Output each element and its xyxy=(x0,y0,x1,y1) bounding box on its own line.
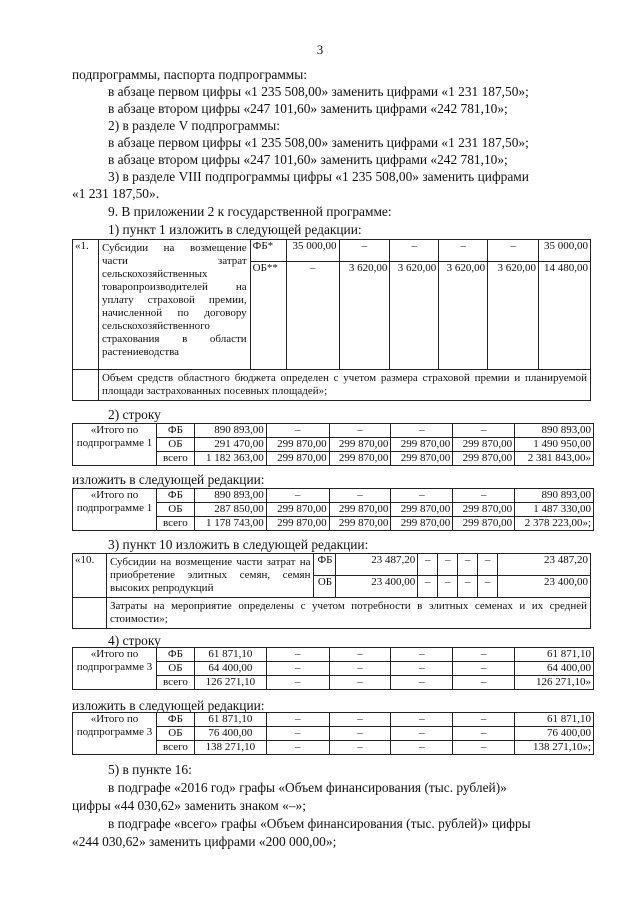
value-cell: 299 870,00 xyxy=(266,503,329,517)
value-cell: – xyxy=(488,240,539,262)
instruction-line: 3) пункт 10 изложить в следующей редакции: xyxy=(108,537,369,552)
value-cell: – xyxy=(266,676,329,690)
funding-source: всего xyxy=(156,452,194,466)
item-number: «10. xyxy=(73,554,107,598)
value-cell: 23 487,20 xyxy=(498,554,591,576)
value-cell: – xyxy=(418,576,438,598)
value-cell: – xyxy=(329,424,391,438)
value-cell: 299 870,00 xyxy=(329,438,391,452)
value-cell: – xyxy=(438,554,458,576)
table-note: Затраты на мероприятие определены с учетом потребности в элитных семенах и их средней стоимости»; xyxy=(106,598,590,629)
value-cell: – xyxy=(329,713,391,727)
funding-source: ОБ** xyxy=(250,262,286,370)
funding-source: всего xyxy=(156,741,194,755)
value-cell: 23 400,00 xyxy=(336,576,418,598)
value-cell: 299 870,00 xyxy=(329,517,391,531)
table-note: Объем средств областного бюджета определен с учетом размера страховой премии и планируемой площади застрахованных посевных площадей»; xyxy=(98,370,590,401)
value-cell: – xyxy=(418,554,438,576)
value-cell: – xyxy=(391,676,453,690)
funding-source: ОБ xyxy=(156,662,194,676)
row-label: «Итого по подпрограмме 3 xyxy=(73,648,157,690)
value-cell: – xyxy=(391,727,453,741)
value-cell: – xyxy=(390,240,439,262)
value-cell: 287 850,00 xyxy=(194,503,266,517)
value-cell: 3 620,00 xyxy=(339,262,390,370)
value-cell: – xyxy=(329,741,391,755)
value-cell: – xyxy=(329,676,391,690)
value-cell: – xyxy=(453,662,515,676)
table-item-1 xyxy=(72,239,591,401)
table-row xyxy=(73,370,591,401)
value-cell: 138 271,10 xyxy=(194,741,266,755)
table-total-sub3-old xyxy=(72,647,594,690)
value-cell: 299 870,00 xyxy=(453,517,515,531)
funding-source: ОБ xyxy=(156,503,194,517)
value-cell: 299 870,00 xyxy=(391,452,453,466)
value-cell: – xyxy=(458,576,478,598)
funding-source: ОБ xyxy=(314,576,336,598)
value-cell: 61 871,10 xyxy=(194,648,266,662)
intro-line-7: 3) в разделе VIII подпрограммы цифры «1 235 508,00» заменить цифрами xyxy=(108,169,529,184)
value-cell: 890 893,00 xyxy=(515,489,594,503)
value-cell: – xyxy=(329,727,391,741)
value-cell: 291 470,00 xyxy=(194,438,266,452)
value-cell: 76 400,00 xyxy=(194,727,266,741)
value-cell: 299 870,00 xyxy=(453,503,515,517)
value-cell: 890 893,00 xyxy=(194,489,266,503)
value-cell: – xyxy=(453,424,515,438)
outro-line-5: «244 030,62» заменить цифрами «200 000,00»; xyxy=(72,834,337,849)
value-cell: – xyxy=(266,662,329,676)
value-cell: 14 480,00 xyxy=(539,262,591,370)
value-cell: – xyxy=(453,676,515,690)
funding-source: всего xyxy=(156,517,194,531)
value-cell: 2 381 843,00» xyxy=(515,452,594,466)
row-label: «Итого по подпрограмме 1 xyxy=(73,489,157,531)
item-number: «1. xyxy=(73,240,99,370)
intro-line-10: 1) пункт 1 изложить в следующей редакции: xyxy=(108,222,362,237)
value-cell: 76 400,00 xyxy=(515,727,594,741)
value-cell: – xyxy=(286,262,339,370)
value-cell: – xyxy=(339,240,390,262)
value-cell: – xyxy=(391,424,453,438)
value-cell: – xyxy=(438,576,458,598)
outro-line-3: цифры «44 030,62» заменить знаком «–»; xyxy=(72,798,306,813)
funding-source: ФБ xyxy=(156,713,194,727)
value-cell: 23 487,20 xyxy=(336,554,418,576)
table-row xyxy=(73,648,594,662)
table-row xyxy=(73,554,591,576)
table-row xyxy=(73,489,594,503)
value-cell: 61 871,10 xyxy=(515,648,594,662)
value-cell: 3 620,00 xyxy=(488,262,539,370)
value-cell: 126 271,10 xyxy=(194,676,266,690)
value-cell: – xyxy=(391,713,453,727)
funding-source: ФБ xyxy=(156,648,194,662)
value-cell: 64 400,00 xyxy=(194,662,266,676)
table-item-10 xyxy=(72,553,591,629)
intro-line-1: подпрограммы, паспорта подпрограммы: xyxy=(72,67,307,82)
instruction-line: изложить в следующей редакции: xyxy=(72,698,265,713)
value-cell: – xyxy=(453,741,515,755)
value-cell: – xyxy=(266,727,329,741)
instruction-line: 2) строку xyxy=(108,407,161,422)
value-cell: 299 870,00 xyxy=(266,438,329,452)
value-cell: 1 182 363,00 xyxy=(194,452,266,466)
intro-line-9: 9. В приложении 2 к государственной программе: xyxy=(108,204,392,219)
value-cell: 3 620,00 xyxy=(439,262,488,370)
intro-line-4: 2) в разделе V подпрограммы: xyxy=(108,118,281,133)
funding-source: всего xyxy=(156,676,194,690)
value-cell: – xyxy=(329,662,391,676)
value-cell: 61 871,10 xyxy=(515,713,594,727)
intro-line-3: в абзаце втором цифры «247 101,60» заменить цифрами «242 781,10»; xyxy=(108,101,508,116)
value-cell: – xyxy=(266,648,329,662)
table-row xyxy=(73,240,591,262)
intro-line-8: «1 231 187,50». xyxy=(72,186,160,201)
outro-line-1: 5) в пункте 16: xyxy=(108,762,192,777)
value-cell: 890 893,00 xyxy=(515,424,594,438)
outro-line-2: в подграфе «2016 год» графы «Объем финансирования (тыс. рублей)» xyxy=(108,780,507,795)
value-cell: – xyxy=(329,648,391,662)
value-cell: 2 378 223,00»; xyxy=(515,517,594,531)
table-row xyxy=(73,424,594,438)
value-cell: 299 870,00 xyxy=(266,517,329,531)
funding-source: ФБ xyxy=(156,489,194,503)
value-cell: 299 870,00 xyxy=(266,452,329,466)
value-cell: 64 400,00 xyxy=(515,662,594,676)
value-cell: 299 870,00 xyxy=(453,438,515,452)
value-cell: – xyxy=(266,741,329,755)
item-description: Субсидии на возмещение части затрат сельскохозяйственных товаропроизводителей на уплату страховой премии, начисленной по договору сельскохозяйственного страхования в области растениеводства xyxy=(98,240,250,370)
table-row xyxy=(73,598,591,629)
value-cell: 299 870,00 xyxy=(329,452,391,466)
row-label: «Итого по подпрограмме 1 xyxy=(73,424,157,466)
value-cell: 3 620,00 xyxy=(390,262,439,370)
value-cell: – xyxy=(266,424,329,438)
value-cell: 138 271,10»; xyxy=(515,741,594,755)
value-cell: 1 487 330,00 xyxy=(515,503,594,517)
table-total-sub3-new xyxy=(72,712,594,755)
intro-line-5: в абзаце первом цифры «1 235 508,00» заменить цифрами «1 231 187,50»; xyxy=(108,135,529,150)
intro-line-6: в абзаце втором цифры «247 101,60» заменить цифрами «242 781,10»; xyxy=(108,152,508,167)
value-cell: 299 870,00 xyxy=(391,438,453,452)
value-cell: – xyxy=(266,489,329,503)
value-cell: 299 870,00 xyxy=(391,517,453,531)
instruction-line: изложить в следующей редакции: xyxy=(72,472,265,487)
value-cell: 890 893,00 xyxy=(194,424,266,438)
value-cell: – xyxy=(329,489,391,503)
value-cell: 299 870,00 xyxy=(329,503,391,517)
value-cell: 299 870,00 xyxy=(391,503,453,517)
value-cell: 299 870,00 xyxy=(453,452,515,466)
table-row xyxy=(73,713,594,727)
value-cell: – xyxy=(478,576,498,598)
row-label: «Итого по подпрограмме 3 xyxy=(73,713,157,755)
value-cell: – xyxy=(453,713,515,727)
funding-source: ОБ xyxy=(156,727,194,741)
value-cell: 1 178 743,00 xyxy=(194,517,266,531)
value-cell: 1 490 950,00 xyxy=(515,438,594,452)
value-cell: – xyxy=(453,648,515,662)
item-description: Субсидии на возмещение части затрат на приобретение элитных семян, семян высоких репродукций xyxy=(106,554,314,598)
intro-line-2: в абзаце первом цифры «1 235 508,00» заменить цифрами «1 231 187,50»; xyxy=(108,84,529,99)
funding-source: ФБ* xyxy=(250,240,286,262)
page-number: 3 xyxy=(316,42,324,57)
value-cell: – xyxy=(439,240,488,262)
value-cell: – xyxy=(391,648,453,662)
value-cell: – xyxy=(453,727,515,741)
value-cell: – xyxy=(391,741,453,755)
value-cell: – xyxy=(478,554,498,576)
funding-source: ФБ xyxy=(314,554,336,576)
value-cell: 35 000,00 xyxy=(286,240,339,262)
value-cell: 35 000,00 xyxy=(539,240,591,262)
value-cell: – xyxy=(453,489,515,503)
instruction-line: 4) строку xyxy=(108,633,161,648)
funding-source: ФБ xyxy=(156,424,194,438)
outro-line-4: в подграфе «всего» графы «Объем финансирования (тыс. рублей)» цифры xyxy=(108,816,531,831)
value-cell: – xyxy=(458,554,478,576)
table-total-sub1-old xyxy=(72,423,594,466)
value-cell: 23 400,00 xyxy=(498,576,591,598)
value-cell: – xyxy=(266,713,329,727)
table-total-sub1-new xyxy=(72,488,594,531)
value-cell: 126 271,10» xyxy=(515,676,594,690)
funding-source: ОБ xyxy=(156,438,194,452)
value-cell: 61 871,10 xyxy=(194,713,266,727)
value-cell: – xyxy=(391,662,453,676)
value-cell: – xyxy=(391,489,453,503)
